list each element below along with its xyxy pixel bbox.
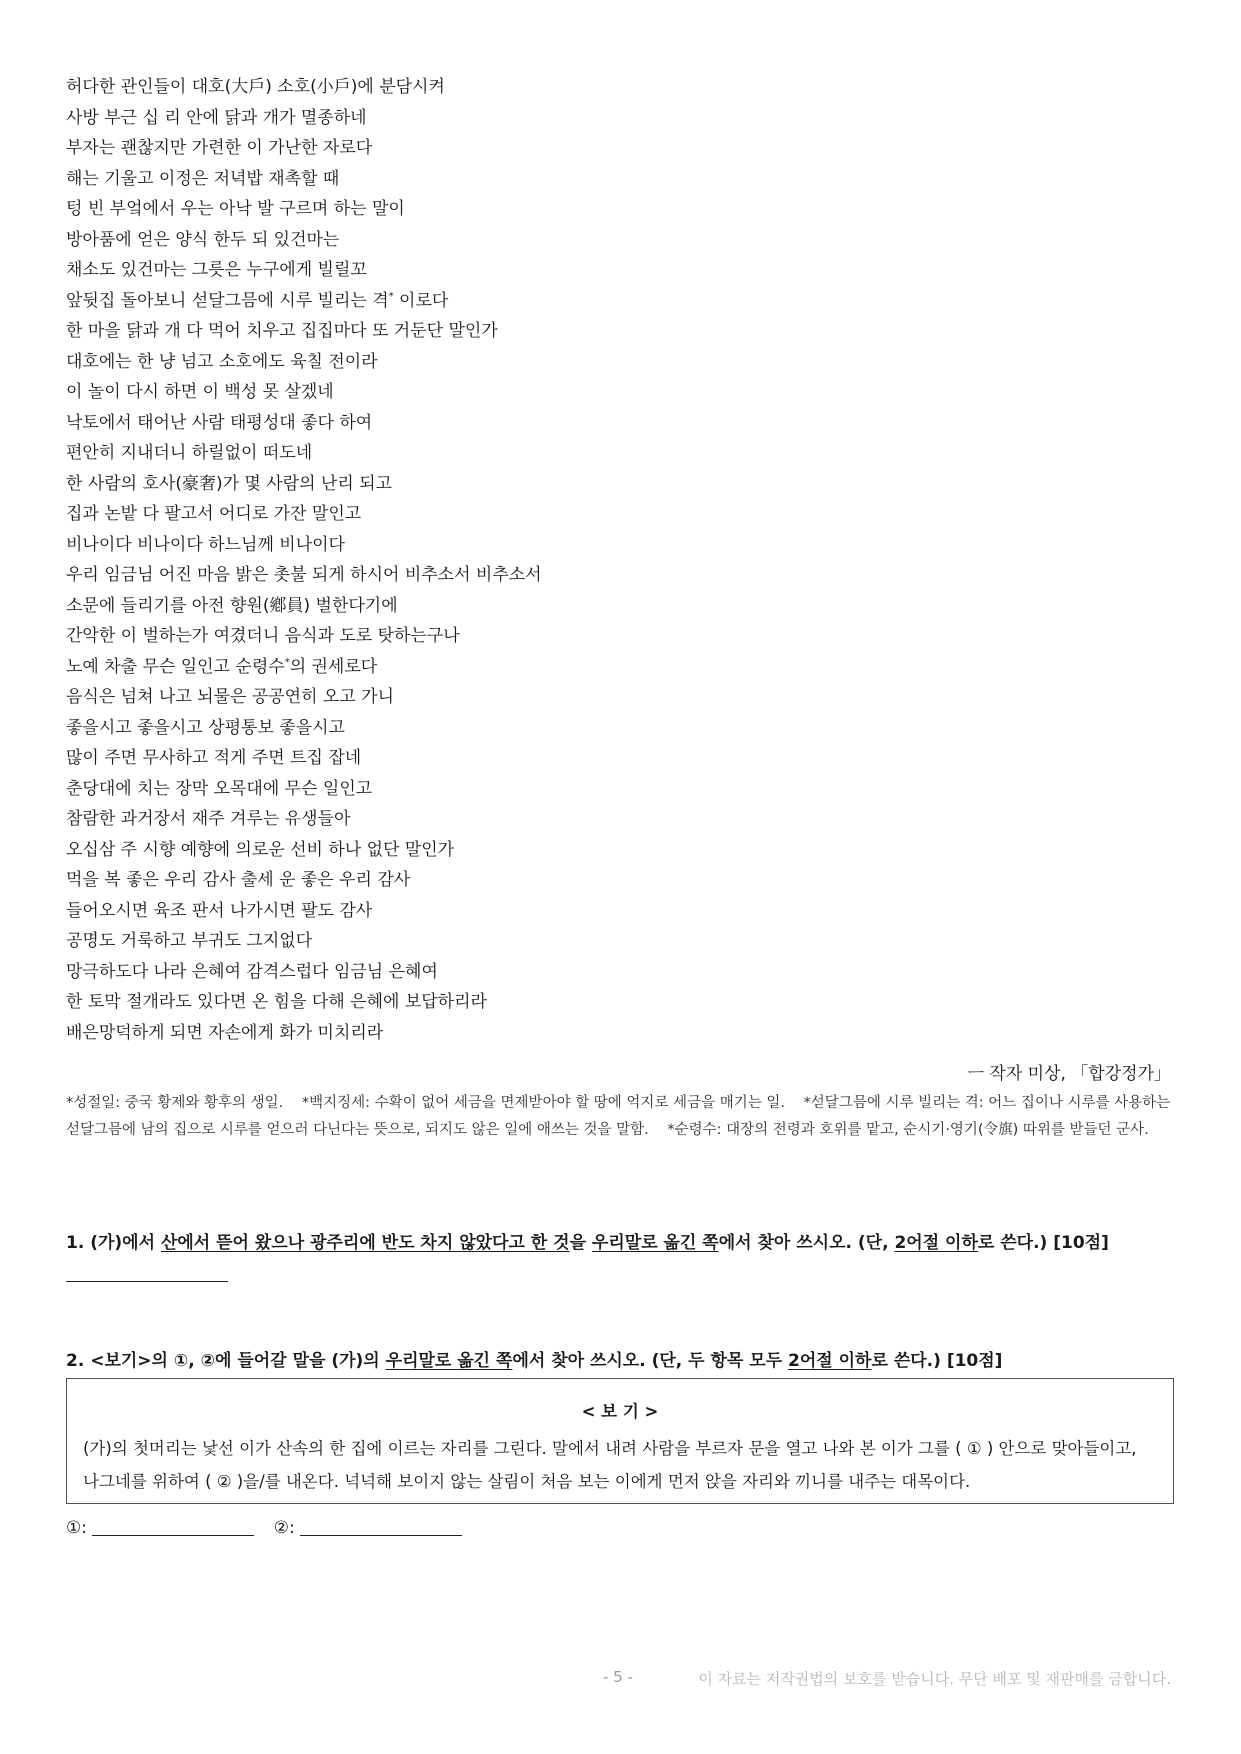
poem-line: 오십삼 주 시향 예향에 의로운 선비 하나 없단 말인가 — [66, 839, 455, 860]
copyright-notice: 이 자료는 저작권법의 보호를 받습니다. 무단 배포 및 재판매를 금합니다. — [698, 1670, 1171, 1688]
poem-line: 텅 빈 부엌에서 우는 아낙 발 구르며 하는 말이 — [66, 199, 405, 219]
answer-line-q1[interactable] — [66, 1281, 228, 1282]
footnote-mark: * — [284, 656, 290, 668]
question-underlined: 2어절 이하 — [894, 1233, 978, 1253]
answer-line-2[interactable] — [300, 1534, 462, 1536]
poem-line: 공명도 거룩하고 부귀도 그지없다 — [66, 931, 313, 951]
poem-line — [66, 286, 1166, 317]
footnote: *순령수: 대장의 전령과 호위를 맡고, 순시기·영기(令旗) 따위를 받들던 군사. — [667, 1122, 1149, 1138]
poem-line-tail: 의 권세로다 — [289, 656, 378, 677]
question-1 — [66, 1228, 1109, 1253]
poem-line: 허다한 관인들이 대호(大戶) 소호(小戶)에 분담시켜 — [66, 77, 445, 97]
bogi-title: < 보 기 > — [581, 1402, 659, 1421]
poem-line: 해는 기울고 이정은 저녁밥 재촉할 때 — [66, 168, 340, 189]
poem-line: 춘당대에 치는 장막 오목대에 무슨 일인고 — [66, 778, 373, 799]
poem-line: 집과 논밭 다 팔고서 어디로 가잔 말인고 — [66, 504, 362, 524]
bogi-text: (가)의 첫머리는 낯선 이가 산속의 한 집에 이르는 자리를 그린다. 말에서 내려 사람을 부르자 문을 열고 나와 본 이가 그를 ( ① ) 안으로 맞아들이고, 나그네를 위하여 ( ② )을/를 내온다. 넉넉해 보이지 않는 살림이 처음 보는 이에게 먼저 앉을 자리와 끼니를 내주는 대목이다. — [83, 1439, 1137, 1491]
poem-line: 소문에 들리기를 아전 향원(鄕員) 벌한다기에 — [66, 595, 398, 616]
poem-line-text: 앞뒷집 돌아보니 섣달그믐에 시루 빌리는 격 — [66, 290, 389, 311]
poem-line: 채소도 있건마는 그릇은 누구에게 빌릴꼬 — [66, 260, 367, 280]
poem-line: 한 토막 절개라도 있다면 온 힘을 다해 은혜에 보답하리라 — [66, 992, 487, 1012]
poem-line: 방아품에 얻은 양식 한두 되 있건마는 — [66, 229, 340, 250]
answer-label-1: ①: — [66, 1518, 87, 1538]
poem-line: 간악한 이 벌하는가 여겼더니 음식과 도로 탓하는구나 — [66, 626, 460, 646]
poem-line: 이 놀이 다시 하면 이 백성 못 살겠네 — [66, 382, 334, 402]
poem-line: 배은망덕하게 되면 자손에게 화가 미치리라 — [66, 1022, 384, 1043]
question-text: 2. <보기>의 ①, ②에 들어갈 말을 (가)의 — [66, 1351, 386, 1371]
footnote-mark: * — [388, 290, 394, 302]
question-underlined: 2어절 이하 — [788, 1351, 872, 1371]
poem-line: 낙토에서 태어난 사람 태평성대 좋다 하여 — [66, 412, 373, 433]
poem-line: 들어오시면 육조 판서 나가시면 팔도 감사 — [66, 900, 373, 921]
poem-line: 편안히 지내더니 하릴없이 떠도네 — [66, 443, 313, 463]
poem-line: 망극하도다 나라 은혜여 감격스럽다 임금님 은혜여 — [66, 961, 438, 982]
footnote: *섣달그믐에 시루 빌리는 격: 어느 집이나 시루를 사용하는 섣달그믐에 남의 집으로 시루를 얻으러 다닌다는 뜻으로, 되지도 않은 일에 애쓰는 것을 말함. — [66, 1095, 1171, 1138]
question-2 — [66, 1346, 1002, 1371]
footnotes — [66, 1090, 1174, 1144]
page-number: - 5 - — [603, 1668, 633, 1686]
question-text: 에서 찾아 쓰시오. (단, 두 항목 모두 — [512, 1351, 789, 1371]
footnote: *백지징세: 수확이 없어 세금을 면제받아야 할 땅에 억지로 세금을 매기는 일. — [301, 1095, 785, 1111]
poem-line: 비나이다 비나이다 하느님께 비나이다 — [66, 534, 345, 555]
poem-line: 먹을 복 좋은 우리 감사 출세 운 좋은 우리 감사 — [66, 870, 411, 890]
question-underlined: 우리말로 옮긴 쪽 — [385, 1351, 513, 1371]
footnote: *성절일: 중국 황제와 황후의 생일. — [66, 1095, 284, 1111]
poem-line: 우리 임금님 어진 마음 밝은 촛불 되게 하시어 비추소서 비추소서 — [66, 565, 542, 585]
question-text: 로 쓴다.) [10점] — [977, 1233, 1109, 1253]
poem-line: 한 마을 닭과 개 다 먹어 치우고 집집마다 또 거둔단 말인가 — [66, 321, 498, 341]
poem-line: 음식은 넘쳐 나고 뇌물은 공공연히 오고 가니 — [66, 687, 395, 707]
poem-line: 많이 주면 무사하고 적게 주면 트집 잡네 — [66, 748, 362, 768]
bogi-box — [66, 1378, 1174, 1504]
source-attribution: ㅡ 작자 미상, 「합강정가」 — [967, 1064, 1171, 1084]
poem-line: 사방 부근 십 리 안에 닭과 개가 멸종하네 — [66, 107, 367, 128]
answer-line-1[interactable] — [92, 1534, 254, 1536]
poem-line: 좋을시고 좋을시고 상평통보 좋을시고 — [66, 717, 345, 738]
poem-line — [66, 652, 1166, 683]
answer-blanks-q2 — [66, 1518, 476, 1538]
question-text: 로 쓴다.) [10점] — [871, 1351, 1003, 1371]
poem-line: 참람한 과거장서 재주 겨루는 유생들아 — [66, 809, 351, 829]
poem-line: 한 사람의 호사(豪奢)가 몇 사람의 난리 되고 — [66, 473, 393, 494]
poem-line-tail: 이로다 — [393, 290, 449, 311]
question-text: 을 — [569, 1233, 592, 1253]
poem-line: 대호에는 한 냥 넘고 소호에도 육칠 전이라 — [66, 351, 378, 372]
poem-body — [66, 72, 1166, 1048]
question-text: 에서 찾아 쓰시오. (단, — [718, 1233, 895, 1253]
answer-label-2: ②: — [273, 1518, 295, 1538]
poem-line: 부자는 괜찮지만 가련한 이 가난한 자로다 — [66, 138, 373, 158]
question-underlined: 우리말로 옮긴 쪽 — [591, 1233, 719, 1253]
poem-line-text: 노예 차출 무슨 일인고 순령수 — [66, 656, 285, 677]
question-underlined: 산에서 뜯어 왔으나 광주리에 반도 차지 않았다고 한 것 — [160, 1233, 570, 1253]
question-text: 1. (가)에서 — [66, 1233, 161, 1253]
